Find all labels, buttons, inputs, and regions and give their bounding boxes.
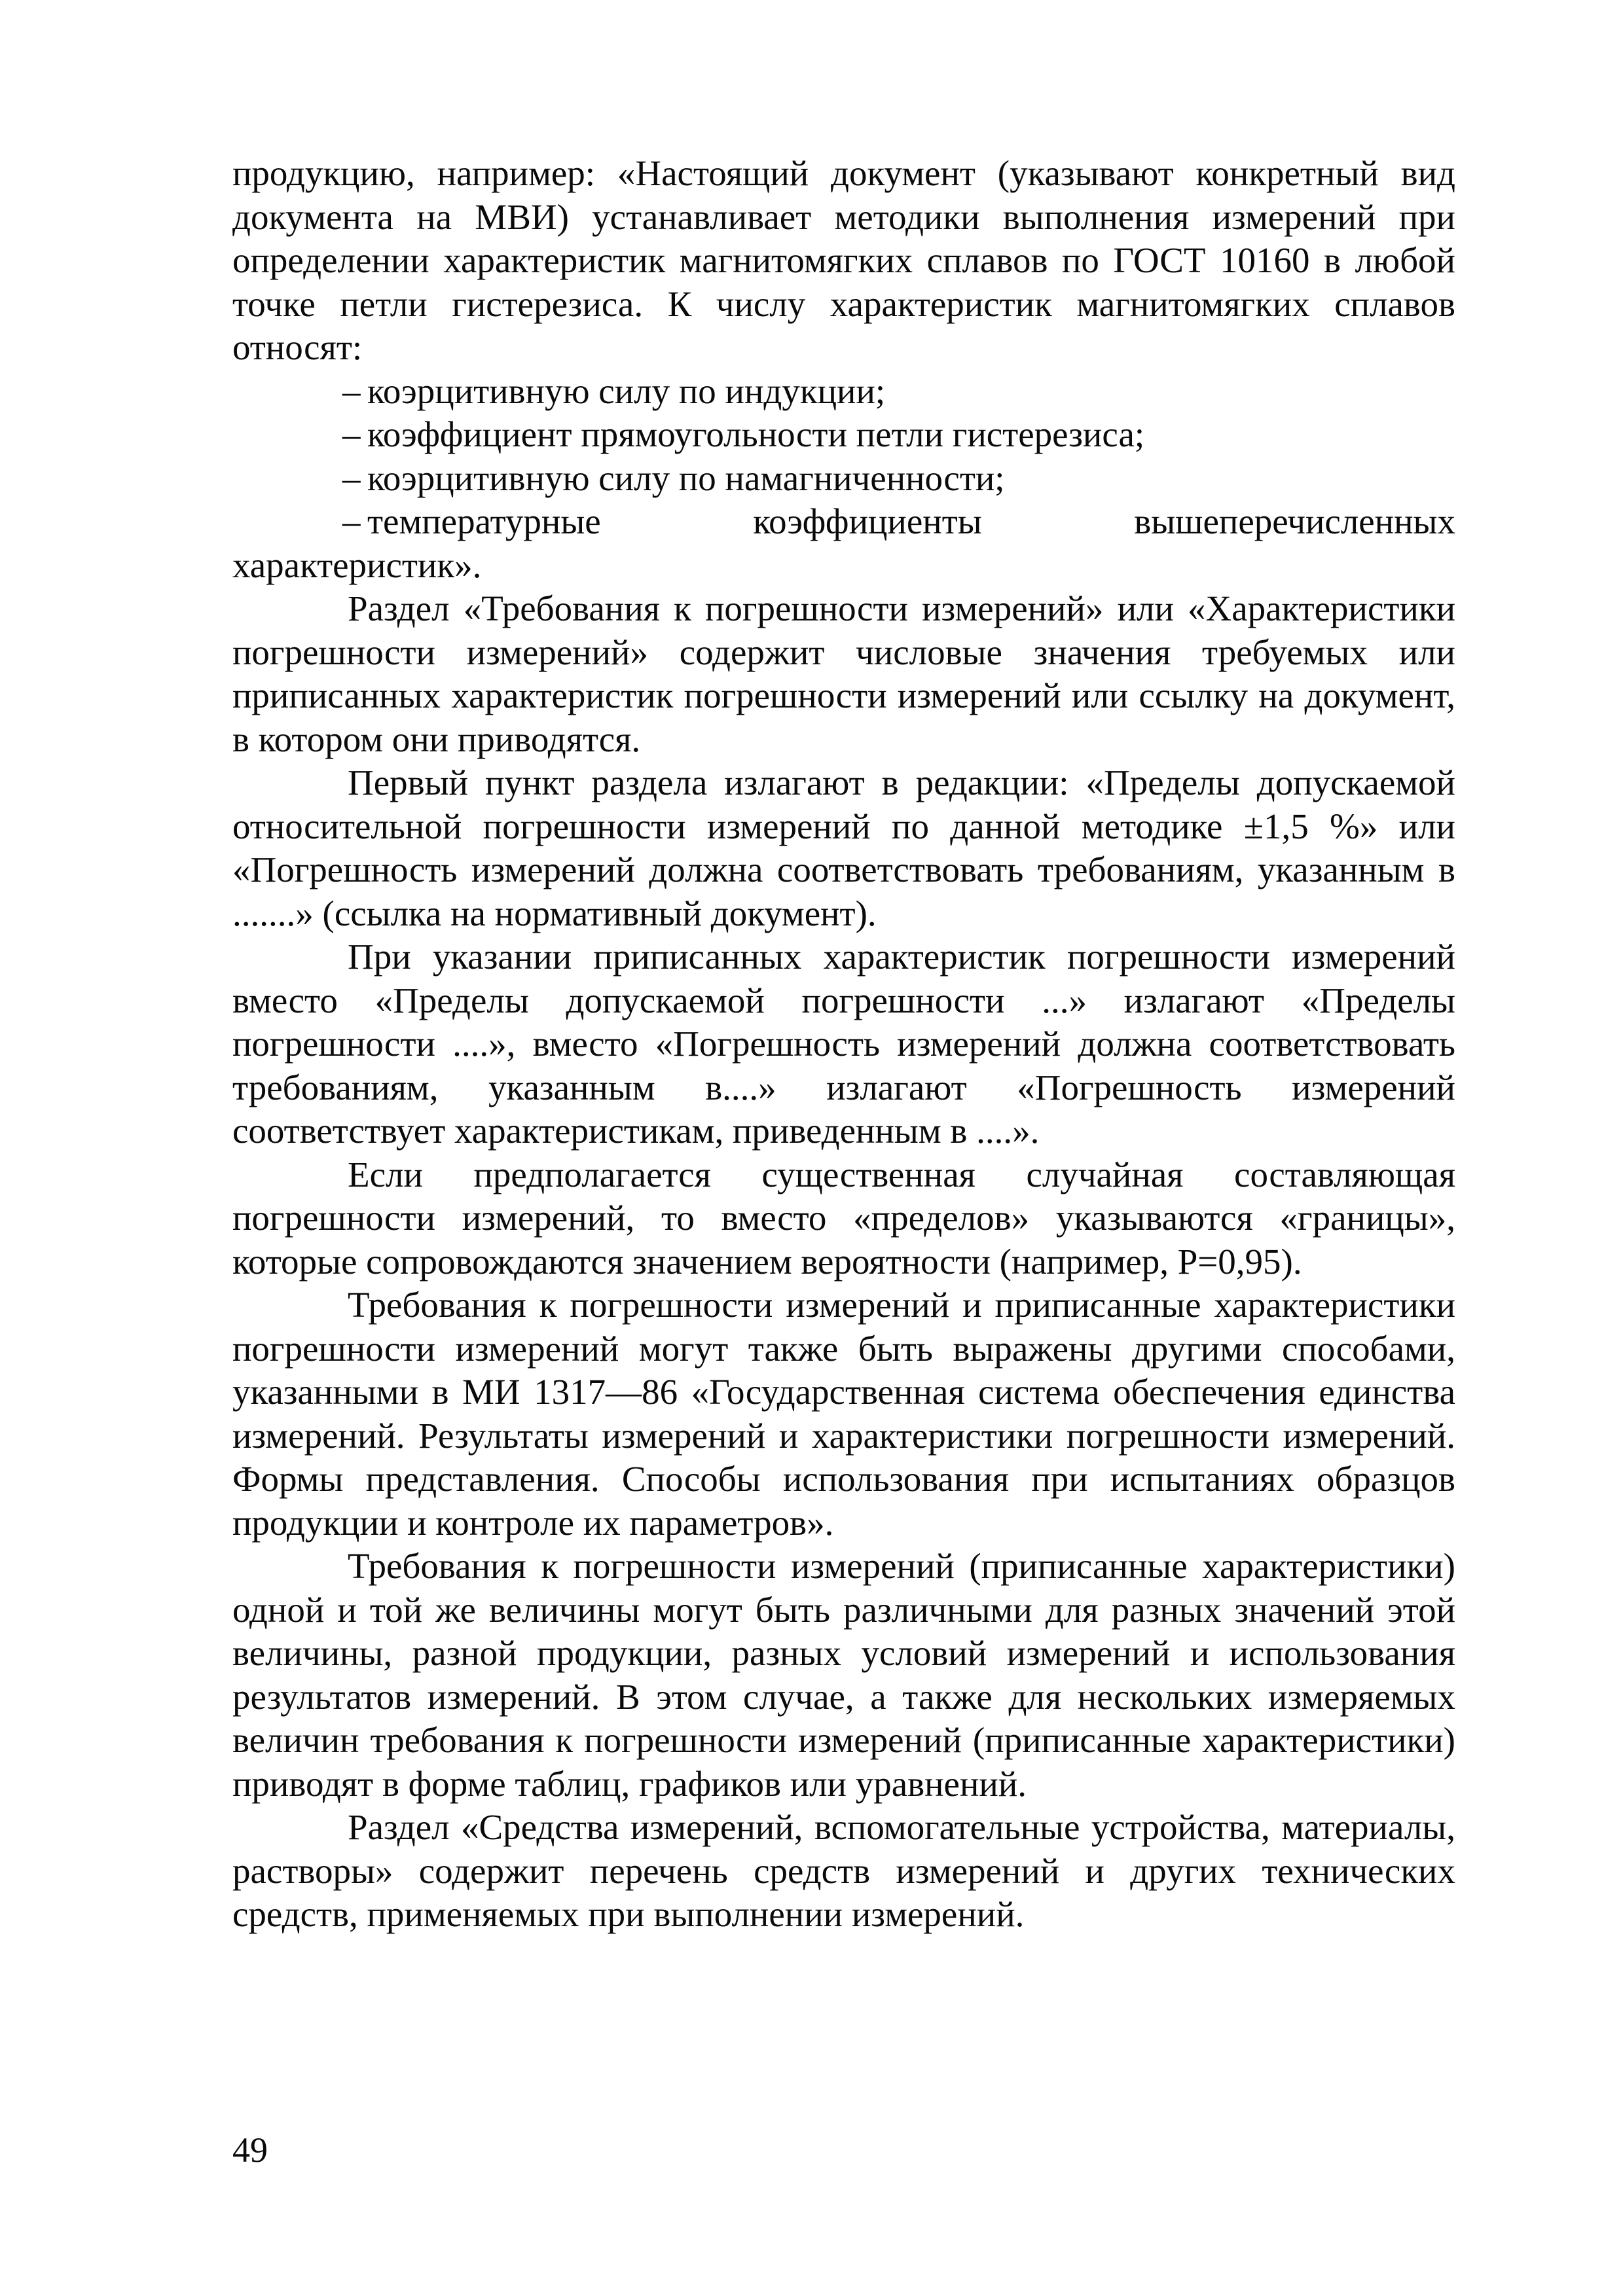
- list-item-text: коэрцитивную силу по индукции;: [367, 370, 886, 411]
- document-page: [232, 152, 1455, 1937]
- list-item: [232, 413, 1455, 457]
- list-dash: –: [342, 414, 361, 454]
- list-tail: характеристик».: [232, 545, 482, 585]
- list-item-text: температурные коэффициенты вышеперечисленных: [367, 501, 1455, 541]
- paragraph: Если предполагается существенная случайная составляющая погрешности измерений, то вместо «пределов» указываются «границы», которые сопровождаются значением вероятности (например, Р=0,95).: [232, 1154, 1455, 1282]
- list-dash: –: [342, 370, 361, 411]
- paragraph: Раздел «Средства измерений, вспомогательные устройства, материалы, растворы» содержит перечень средств измерений и других технических средств, применяемых при выполнении измерений.: [232, 1807, 1455, 1934]
- paragraph: Раздел «Требования к погрешности измерений» или «Характеристики погрешности измерений» содержит числовые значения требуемых или приписанных характеристик погрешности измерений или ссылку на документ, в котором они приводятся.: [232, 588, 1455, 759]
- list-item: [232, 500, 1455, 544]
- list-item: [232, 370, 1455, 414]
- page-number: 49: [232, 2130, 268, 2170]
- characteristics-list: [232, 370, 1455, 544]
- list-item-text: коэффициент прямоугольности петли гистерезиса;: [367, 414, 1145, 454]
- list-dash: –: [342, 501, 361, 541]
- paragraph: Требования к погрешности измерений и приписанные характеристики погрешности измерений могут также быть выражены другими способами, указанными в МИ 1317—86 «Государственная система обеспечения единства измерений. Результаты измерений и характеристики погрешности измерений. Формы представления. Способы использования при испытаниях образцов продукции и контроле их параметров».: [232, 1285, 1455, 1543]
- paragraph: При указании приписанных характеристик погрешности измерений вместо «Пределы допускаемой погрешности ...» излагают «Пределы погрешности ....», вместо «Погрешность измерений должна соответствовать требованиям, указанным в....» излагают «Погрешность измерений соответствует характеристикам, приведенным в ....».: [232, 937, 1455, 1151]
- list-item-text: коэрцитивную силу по намагниченности;: [367, 457, 1005, 498]
- list-dash: –: [342, 457, 361, 498]
- list-item: [232, 457, 1455, 501]
- intro-paragraph: продукцию, например: «Настоящий документ (указывают конкретный вид документа на МВИ) устанавливает методики выполнения измерений при определении характеристик магнитомягких сплавов по ГОСТ 10160 в любой точке петли гистерезиса. К числу характеристик магнитомягких сплавов относят:: [232, 153, 1455, 367]
- paragraph: Первый пункт раздела излагают в редакции: «Пределы допускаемой относительной погрешности измерений по данной методике ±1,5 %» или «Погрешность измерений должна соответствовать требованиям, указанным в .......» (ссылка на нормативный документ).: [232, 762, 1455, 933]
- paragraph: Требования к погрешности измерений (приписанные характеристики) одной и той же величины могут быть различными для разных значений этой величины, разной продукции, разных условий измерений и использования результатов измерений. В этом случае, а также для нескольких измеряемых величин требования к погрешности измерений (приписанные характеристики) приводят в форме таблиц, графиков или уравнений.: [232, 1546, 1455, 1804]
